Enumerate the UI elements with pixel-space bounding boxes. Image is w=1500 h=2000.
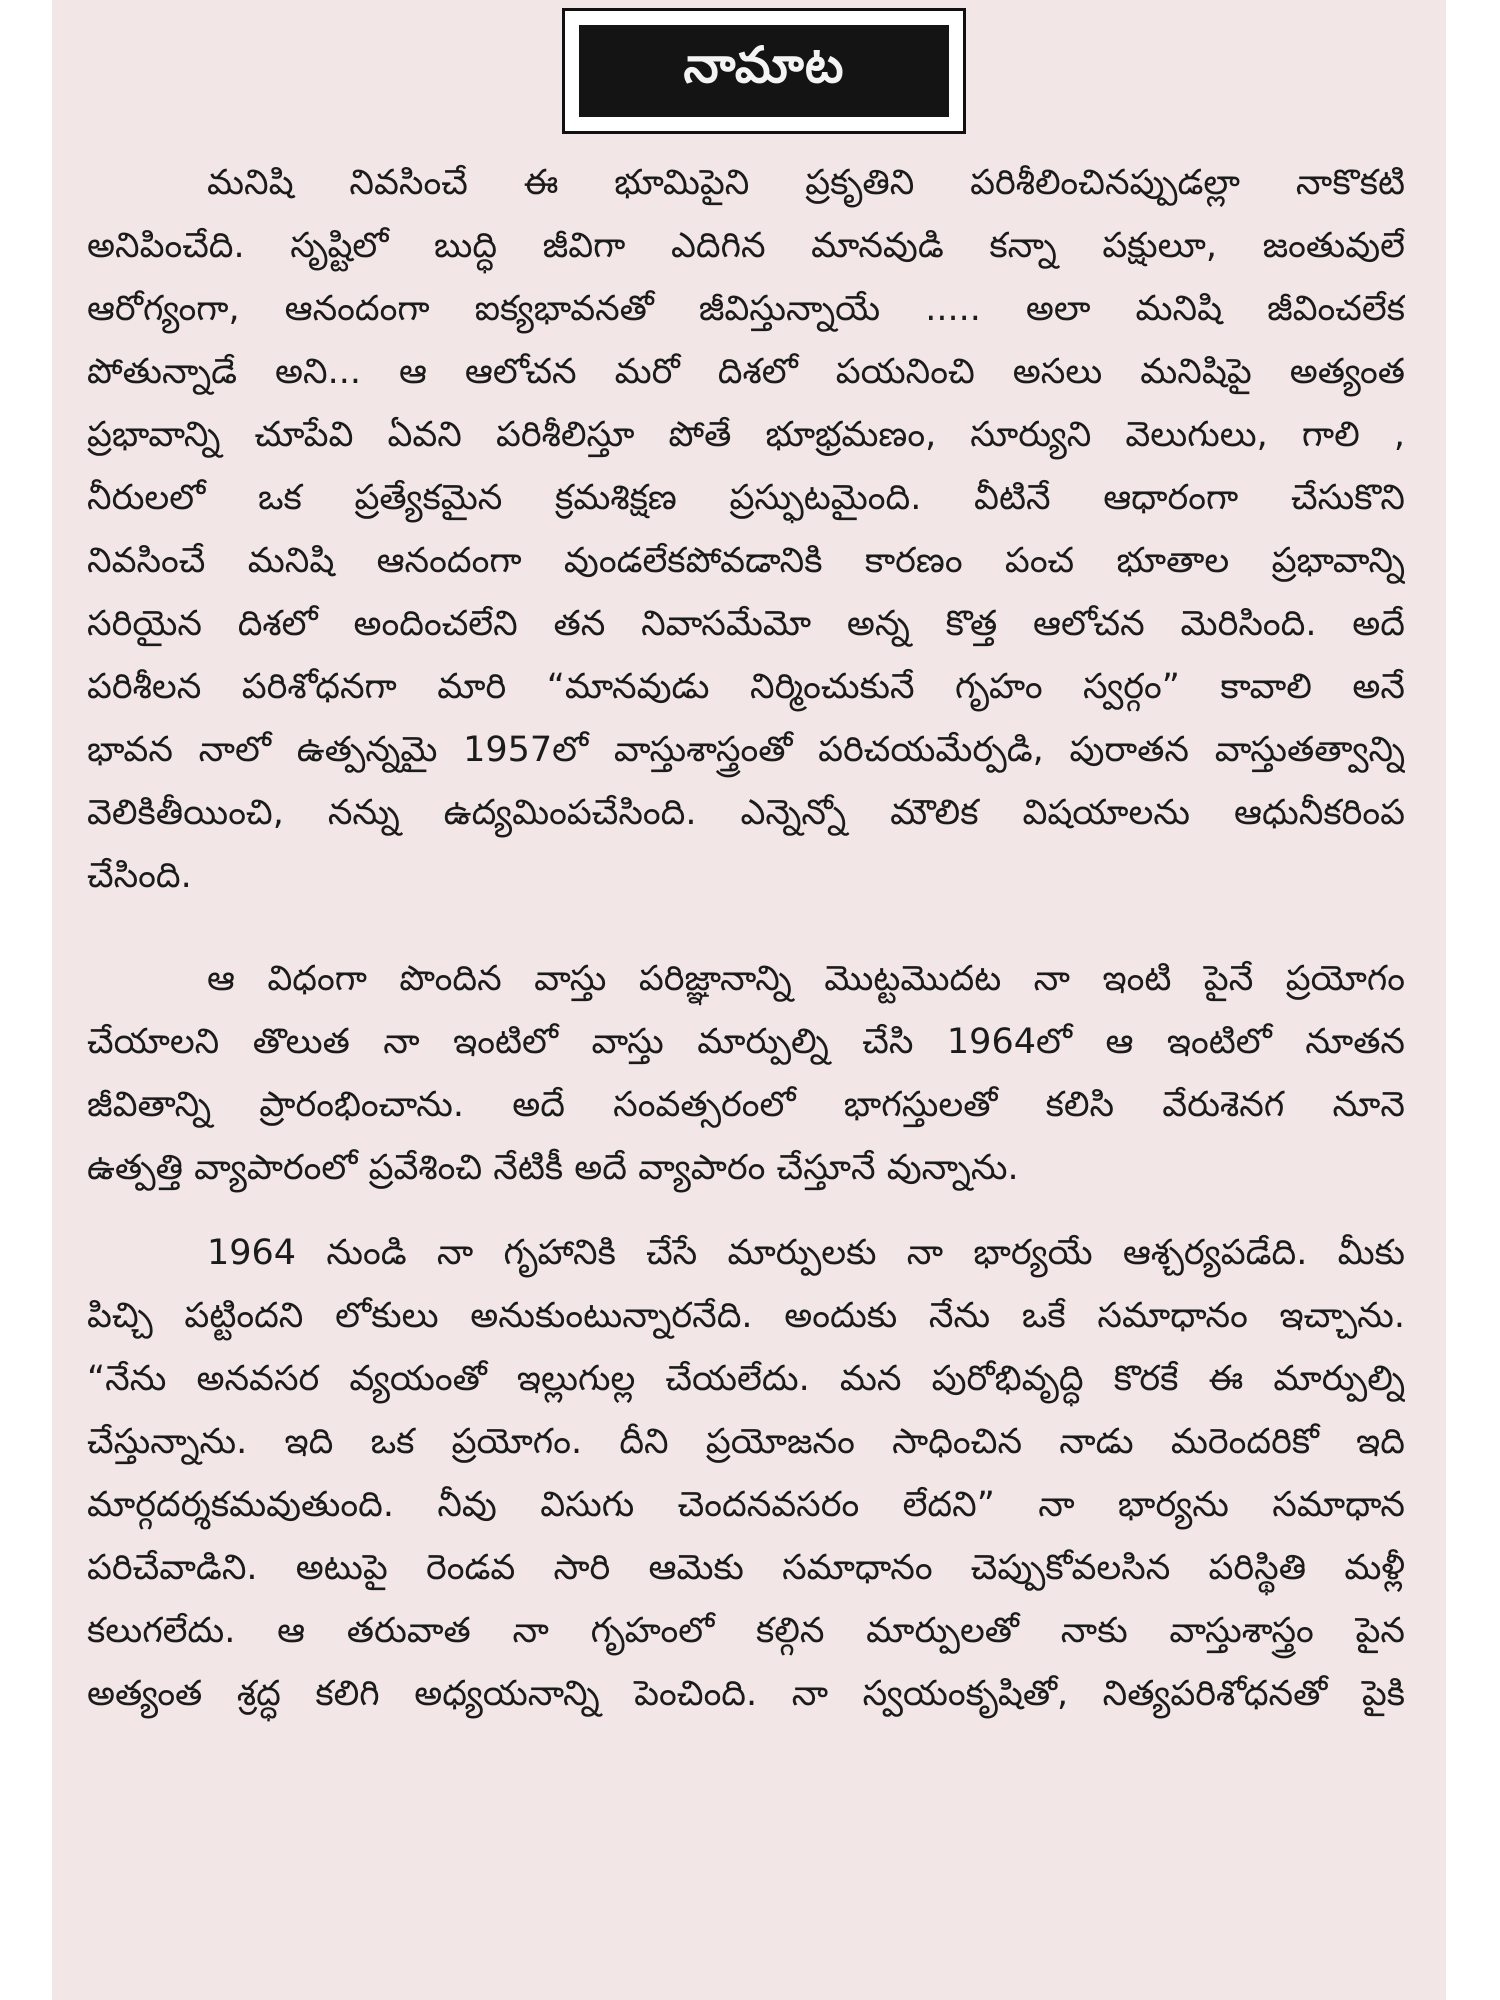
paragraph-line: మార్గదర్శకమవుతుంది. నీవు విసుగు చెందనవసరం లేదని” నా భార్యను సమాధాన <box>87 1485 1405 1525</box>
paragraph-spacer <box>87 1200 1405 1222</box>
paragraph-line: పరిచేవాడిని. అటుపై రెండవ సారి ఆమెకు సమాధానం చెప్పుకోవలసిన పరిస్థితి మళ్లీ <box>87 1548 1405 1588</box>
paragraph-line: ఆ విధంగా పొందిన వాస్తు పరిజ్ఞానాన్ని మొట్టమొదట నా ఇంటి పైనే ప్రయోగం <box>207 959 1405 999</box>
paragraph-line: చేస్తున్నాను. ఇది ఒక ప్రయోగం. దీని ప్రయోజనం సాధించిన నాడు మరెందరికో ఇది <box>87 1422 1405 1462</box>
paragraph-2 <box>87 948 1405 1200</box>
paragraph-line: కలుగలేదు. ఆ తరువాత నా గృహంలో కల్గిన మార్పులతో నాకు వాస్తుశాస్త్రం పైన <box>87 1611 1405 1651</box>
paragraph-spacer <box>87 908 1405 948</box>
paragraph-line: నీరులలో ఒక ప్రత్యేకమైన క్రమశిక్షణ ప్రస్ఫుటమైంది. వీటినే ఆధారంగా చేసుకొని <box>87 478 1405 518</box>
paragraph-line: చేయాలని తొలుత నా ఇంటిలో వాస్తు మార్పుల్ని చేసి 1964లో ఆ ఇంటిలో నూతన <box>87 1022 1405 1062</box>
paragraph-line: నివసించే మనిషి ఆనందంగా వుండలేకపోవడానికి కారణం పంచ భూతాల ప్రభావాన్ని <box>87 541 1405 581</box>
paragraph-line: ఉత్పత్తి వ్యాపారంలో ప్రవేశించి నేటికీ అదే వ్యాపారం చేస్తూనే వున్నాను. <box>87 1148 1019 1188</box>
paragraph-line: అనిపించేది. సృష్టిలో బుద్ధి జీవిగా ఎదిగిన మానవుడి కన్నా పక్షులూ, జంతువులే <box>87 226 1405 266</box>
paragraph-line: జీవితాన్ని ప్రారంభించాను. అదే సంవత్సరంలో భాగస్తులతో కలిసి వేరుశెనగ నూనె <box>87 1085 1405 1125</box>
title-frame <box>562 8 966 134</box>
paragraph-line: సరియైన దిశలో అందించలేని తన నివాసమేమో అన్న కొత్త ఆలోచన మెరిసింది. అదే <box>87 604 1405 644</box>
book-page <box>52 0 1446 2000</box>
paragraph-line: భావన నాలో ఉత్పన్నమై 1957లో వాస్తుశాస్త్రంతో పరిచయమేర్పడి, పురాతన వాస్తుతత్వాన్ని <box>87 730 1405 770</box>
paragraph-1 <box>87 152 1405 908</box>
paragraph-line: ప్రభావాన్ని చూపేవి ఏవని పరిశీలిస్తూ పోతే భూభ్రమణం, సూర్యుని వెలుగులు, గాలి , <box>87 415 1405 455</box>
paragraph-3 <box>87 1222 1405 1726</box>
page-title: నామాట <box>579 25 949 117</box>
body-text <box>87 152 1405 1726</box>
paragraph-line: అత్యంత శ్రద్ధ కలిగి అధ్యయనాన్ని పెంచింది. నా స్వయంకృషితో, నిత్యపరిశోధనతో పైకి <box>87 1674 1405 1714</box>
paragraph-line: 1964 నుండి నా గృహానికి చేసే మార్పులకు నా భార్యయే ఆశ్చర్యపడేది. మీకు <box>207 1233 1405 1273</box>
paragraph-line: “నేను అనవసర వ్యయంతో ఇల్లుగుల్ల చేయలేదు. మన పురోభివృద్ధి కొరకే ఈ మార్పుల్ని <box>87 1359 1405 1399</box>
paragraph-line: ఆరోగ్యంగా, ఆనందంగా ఐక్యభావనతో జీవిస్తున్నాయే ..... అలా మనిషి జీవించలేక <box>87 289 1405 329</box>
paragraph-line: చేసింది. <box>87 856 192 896</box>
paragraph-line: మనిషి నివసించే ఈ భూమిపైని ప్రకృతిని పరిశీలించినప్పుడల్లా నాకొకటి <box>207 163 1405 203</box>
paragraph-line: పోతున్నాడే అని... ఆ ఆలోచన మరో దిశలో పయనించి అసలు మనిషిపై అత్యంత <box>87 352 1405 392</box>
paragraph-line: పరిశీలన పరిశోధనగా మారి “మానవుడు నిర్మించుకునే గృహం స్వర్గం” కావాలి అనే <box>87 667 1405 707</box>
paragraph-line: పిచ్చి పట్టిందని లోకులు అనుకుంటున్నారనేది. అందుకు నేను ఒకే సమాధానం ఇచ్చాను. <box>87 1296 1405 1336</box>
paragraph-line: వెలికితీయించి, నన్ను ఉద్యమింపచేసింది. ఎన్నెన్నో మౌలిక విషయాలను ఆధునీకరింప <box>87 793 1405 833</box>
